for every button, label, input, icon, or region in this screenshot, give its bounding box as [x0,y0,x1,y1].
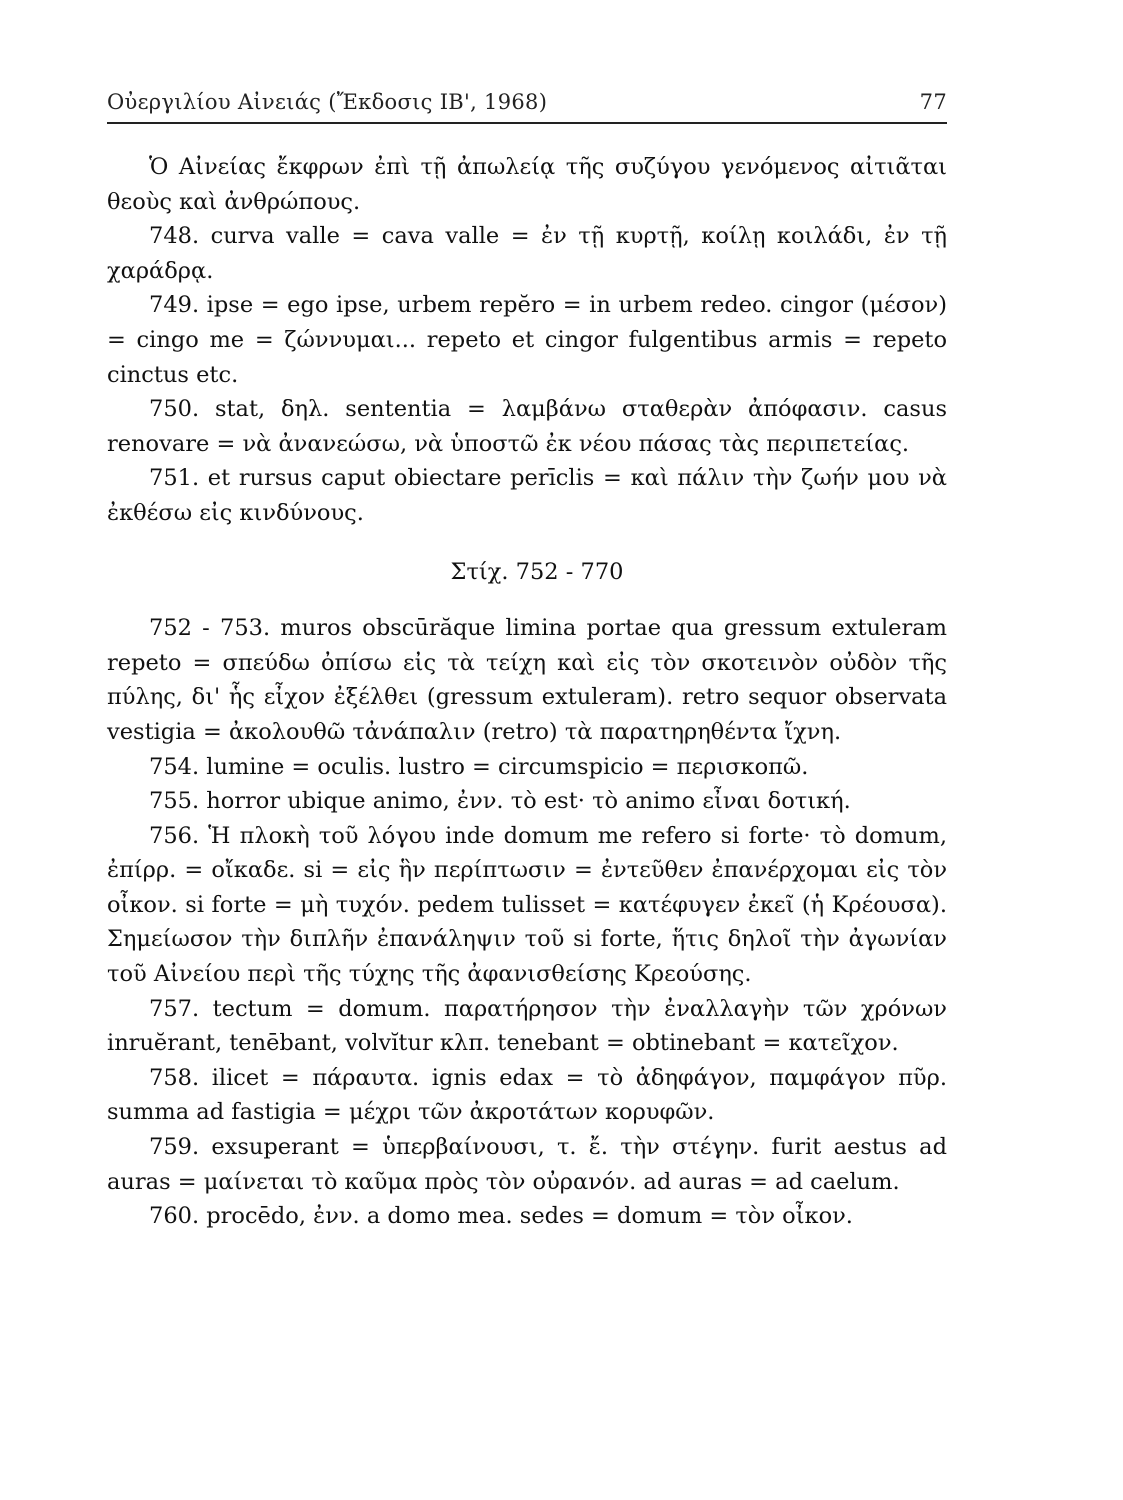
paragraph-748: 748. curva valle = cava valle = ἐν τῇ κυρτῇ, κοίλῃ κοιλάδι, ἐν τῇ χαράδρᾳ. [107,223,947,284]
running-head-title: Οὐεργιλίου Αἰνειάς (Ἔκδοσις ΙΒ', 1968) [107,90,548,114]
page-number: 77 [919,90,947,114]
running-head [107,86,947,116]
commentary-text [107,150,947,1234]
paragraph-754: 754. lumine = oculis. lustro = circumspicio = περισκοπῶ. [149,753,809,780]
section-heading: Στίχ. 752 - 770 [450,558,624,585]
paragraph-749: 749. ipse = ego ipse, urbem repĕro = in urbem redeo. cingor (μέσον) = cingo me = ζώννυμαι... repeto et cingor fulgentibus armis = repeto cinctus etc. [107,292,947,388]
paragraph-755: 755. horror ubique animo, ἐνν. τὸ est· τὸ animo εἶναι δοτική. [149,788,851,815]
paragraph-757: 757. tectum = domum. παρατήρησον τὴν ἐναλλαγὴν τῶν χρόνων inruĕrant, tenēbant, volvĭtur κλπ. tenebant = obtinebant = κατεῖχον. [107,995,947,1057]
paragraph-759: 759. exsuperant = ὑπερβαίνουσι, τ. ἔ. τὴν στέγην. furit aestus ad auras = μαίνεται τὸ καῦμα πρὸς τὸν οὐρανόν. ad auras = ad caelum. [107,1134,947,1195]
paragraph-intro: Ὁ Αἰνείας ἔκφρων ἐπὶ τῇ ἀπωλείᾳ τῆς συζύγου γενόμενος αἰτιᾶται θεοὺς καὶ ἀνθρώπους. [107,154,947,215]
paragraph-750: 750. stat, δηλ. sententia = λαμβάνω σταθερὰν ἀπόφασιν. casus renovare = νὰ ἀνανεώσω, νὰ ὑποστῶ ἐκ νέου πάσας τὰς περιπετείας. [107,396,947,457]
paragraph-758: 758. ilicet = πάραυτα. ignis edax = τὸ ἀδηφάγον, παμφάγον πῦρ. summa ad fastigia = μέχρι τῶν ἀκροτάτων κορυφῶν. [107,1064,947,1126]
paragraph-751: 751. et rursus caput obiectare perīclis = καὶ πάλιν τὴν ζωήν μου νὰ ἐκθέσω εἰς κινδύνους. [107,465,947,526]
header-rule [107,122,947,124]
paragraph-760: 760. procēdo, ἐνν. a domo mea. sedes = domum = τὸν οἶκον. [149,1203,853,1230]
paragraph-752-753: 752 - 753. muros obscūrăque limina portae qua gressum extuleram repeto = σπεύδω ὀπίσω εἰς τὰ τείχη καὶ εἰς τὸν σκοτεινὸν οὐδὸν τῆς πύλης, δι' ἧς εἶχον ἐξέλθει (gressum extuleram). retro sequor observata vestigia = ἀκολουθῶ τἀνάπαλιν (retro) τὰ παρατηρηθέντα ἴχνη. [107,615,947,745]
paragraph-756: 756. Ἡ πλοκὴ τοῦ λόγου inde domum me refero si forte· τὸ domum, ἐπίρρ. = οἴκαδε. si = εἰς ἣν περίπτωσιν = ἐντεῦθεν ἐπανέρχομαι εἰς τὸν οἶκον. si forte = μὴ τυχόν. pedem tulisset = κατέφυγεν ἐκεῖ (ἡ Κρέουσα). Σημείωσον τὴν διπλῆν ἐπανάληψιν τοῦ si forte, ἥτις δηλοῖ τὴν ἀγωνίαν τοῦ Αἰνείου περὶ τῆς τύχης τῆς ἀφανισθείσης Κρεούσης. [107,822,947,988]
